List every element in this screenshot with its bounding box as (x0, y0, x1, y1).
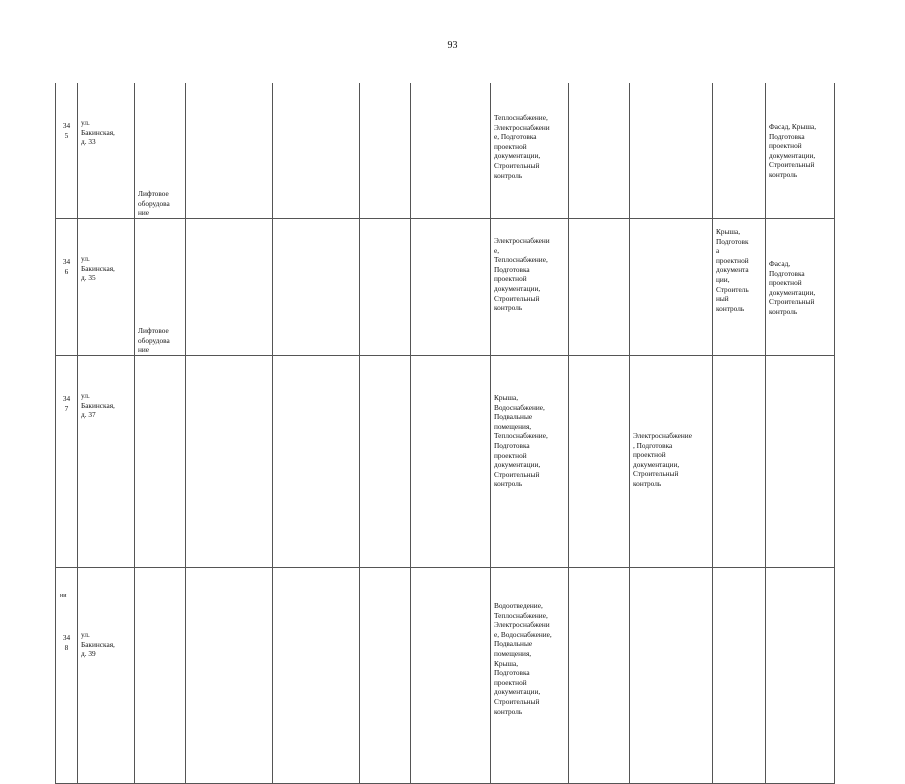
empty-cell (135, 356, 186, 568)
address-cell: ул. Бакинская, д. 37 (78, 356, 135, 568)
works-cell: Крыша, Водоснабжение, Подвальные помещения, Теплоснабжение, Подготовка проектной документации, Строительный контроль (491, 356, 569, 568)
footer-text: ни (60, 593, 67, 599)
empty-cell (630, 83, 713, 219)
empty-cell (273, 83, 360, 219)
row-number: 34 8 (56, 568, 78, 784)
empty-cell (411, 568, 491, 784)
repair-schedule-table (55, 83, 835, 784)
works-cell: Электроснабжени е, Теплоснабжение, Подготовка проектной документации, Строительный контроль (491, 219, 569, 356)
empty-cell (713, 356, 766, 568)
empty-cell (360, 219, 411, 356)
empty-cell (411, 83, 491, 219)
works-cell-late: Фасад, Крыша, Подготовка проектной документации, Строительный контроль (766, 83, 835, 219)
empty-cell (360, 356, 411, 568)
table-row (56, 568, 835, 784)
empty-cell (273, 568, 360, 784)
empty-cell (766, 356, 835, 568)
empty-cell (713, 83, 766, 219)
empty-cell (411, 219, 491, 356)
row-number: 34 6 (56, 219, 78, 356)
works-cell: Водоотведение, Теплоснабжение, Электроснабжени е, Водоснабжение, Подвальные помещения, Крыша, Подготовка проектной документации, Строительный контроль (491, 568, 569, 784)
empty-cell (273, 356, 360, 568)
works-cell-next: Электроснабжение , Подготовка проектной документации, Строительный контроль (630, 356, 713, 568)
elevator-cell: Лифтовое оборудова ние (135, 219, 186, 356)
table-row (56, 356, 835, 568)
empty-cell (186, 356, 273, 568)
empty-cell (273, 219, 360, 356)
empty-cell (186, 83, 273, 219)
empty-cell (360, 83, 411, 219)
empty-cell (186, 219, 273, 356)
empty-cell (569, 219, 630, 356)
empty-cell (569, 356, 630, 568)
row-number: 34 5 (56, 83, 78, 219)
works-cell-late: Фасад, Подготовка проектной документации, Строительный контроль (766, 219, 835, 356)
works-cell-mid: Крыша, Подготовк а проектной документа ции, Строитель ный контроль (713, 219, 766, 356)
elevator-cell: Лифтовое оборудова ние (135, 83, 186, 219)
empty-cell (135, 568, 186, 784)
empty-cell (630, 568, 713, 784)
table-row (56, 219, 835, 356)
empty-cell (569, 568, 630, 784)
address-cell: ул. Бакинская, д. 35 (78, 219, 135, 356)
empty-cell (713, 568, 766, 784)
table-row (56, 83, 835, 219)
row-number: 34 7 (56, 356, 78, 568)
empty-cell (630, 219, 713, 356)
empty-cell (360, 568, 411, 784)
works-cell: Теплоснабжение, Электроснабжени е, Подготовка проектной документации, Строительный контроль (491, 83, 569, 219)
page-number: 93 (447, 40, 458, 51)
empty-cell (766, 568, 835, 784)
address-cell: ул. Бакинская, д. 39 (78, 568, 135, 784)
empty-cell (186, 568, 273, 784)
empty-cell (569, 83, 630, 219)
empty-cell (411, 356, 491, 568)
address-cell: ул. Бакинская, д. 33 (78, 83, 135, 219)
